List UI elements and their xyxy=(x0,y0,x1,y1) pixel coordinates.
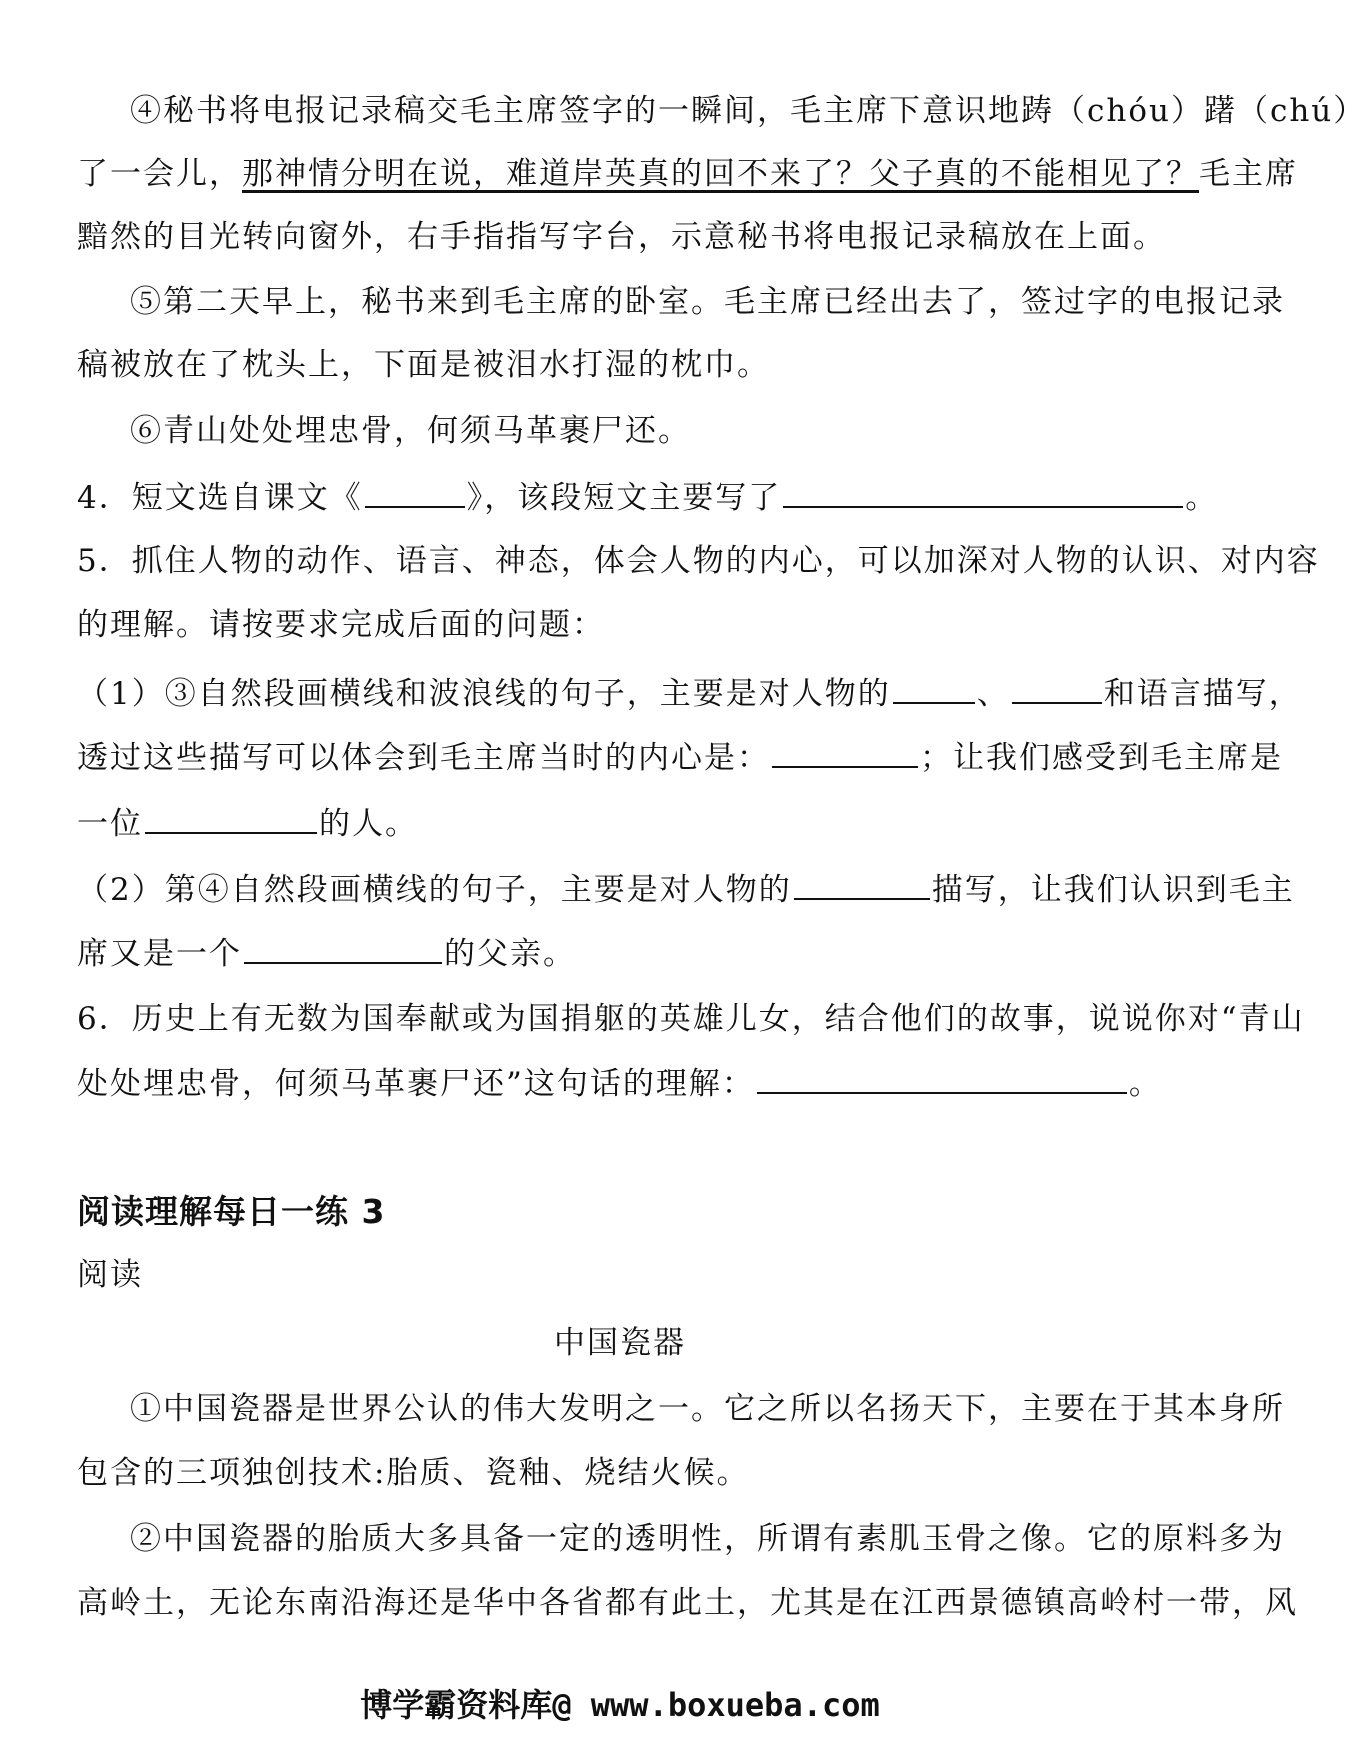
watermark-footer: 博学霸资料库@ www.boxueba.com xyxy=(360,1686,880,1724)
answer-blank[interactable] xyxy=(757,1062,1127,1094)
text: 毛主席 xyxy=(1199,156,1298,192)
question-6-line-1 xyxy=(77,998,1305,1040)
answer-blank[interactable] xyxy=(772,736,918,768)
question-5-2-line-2 xyxy=(77,932,1167,974)
paragraph-4-line-3 xyxy=(77,216,1167,258)
text: 6．历史上有无数为国奉献或为国捐躯的英雄儿女，结合他们的故事，说说你对“青山 xyxy=(77,1001,1305,1037)
text: ；让我们感受到毛主席是 xyxy=(920,740,1283,776)
text: 处处埋忠骨，何须马革裹尸还”这句话的理解： xyxy=(77,1066,755,1102)
paragraph-5-line-2 xyxy=(77,344,1167,386)
reading-label xyxy=(77,1254,1167,1296)
text: 包含的三项独创技术:胎质、瓷釉、烧结火候。 xyxy=(77,1455,750,1491)
question-4 xyxy=(77,476,1219,518)
text: 一位 xyxy=(77,806,143,842)
text: 的人。 xyxy=(319,806,418,842)
text: 高岭土，无论东南沿海还是华中各省都有此土，尤其是在江西景德镇高岭村一带，风 xyxy=(77,1585,1298,1621)
text: （1）③自然段画横线和波浪线的句子，主要是对人物的 xyxy=(77,676,891,712)
answer-blank[interactable] xyxy=(145,802,317,834)
answer-blank[interactable] xyxy=(794,868,930,900)
answer-blank[interactable] xyxy=(1012,672,1102,704)
paragraph-6 xyxy=(130,410,1170,452)
text: ⑥青山处处埋忠骨，何须马革裹尸还。 xyxy=(130,413,691,449)
text: 。 xyxy=(1185,480,1219,516)
answer-blank[interactable] xyxy=(783,476,1183,508)
answer-blank[interactable] xyxy=(893,672,975,704)
question-5-1-line-2 xyxy=(77,736,1283,778)
question-5-1-line-3 xyxy=(77,802,1167,844)
text: 黯然的目光转向窗外，右手指指写字台，示意秘书将电报记录稿放在上面。 xyxy=(77,219,1166,255)
article-paragraph-1-line-1 xyxy=(130,1388,1285,1430)
text: 5．抓住人物的动作、语言、神态，体会人物的内心，可以加深对人物的认识、对内容 xyxy=(77,543,1320,579)
text: 。 xyxy=(1128,1066,1162,1102)
text: （2）第④自然段画横线的句子，主要是对人物的 xyxy=(77,872,792,908)
paragraph-4-line-1 xyxy=(130,90,1366,132)
article-paragraph-2-line-1 xyxy=(130,1518,1285,1560)
text: ⑤第二天早上，秘书来到毛主席的卧室。毛主席已经出去了，签过字的电报记录 xyxy=(130,284,1285,320)
paragraph-5-line-1 xyxy=(130,281,1285,323)
question-5-1-line-1 xyxy=(77,672,1302,714)
question-5-line-2 xyxy=(77,604,1167,646)
text: ②中国瓷器的胎质大多具备一定的透明性，所谓有素肌玉骨之像。它的原料多为 xyxy=(130,1521,1285,1557)
text: 》，该段短文主要写了 xyxy=(466,480,782,516)
text: 稿被放在了枕头上，下面是被泪水打湿的枕巾。 xyxy=(77,347,770,383)
article-title: 中国瓷器 xyxy=(554,1325,686,1361)
article-paragraph-1-line-2 xyxy=(77,1452,1167,1494)
text: 了一会儿， xyxy=(77,156,242,192)
underlined-sentence: 那神情分明在说，难道岸英真的回不来了？父子真的不能相见了？ xyxy=(242,156,1199,192)
question-5-2-line-1 xyxy=(77,868,1295,910)
text: 透过这些描写可以体会到毛主席当时的内心是： xyxy=(77,740,770,776)
text: 席又是一个 xyxy=(77,936,242,972)
text: 、 xyxy=(976,676,1010,712)
answer-blank[interactable] xyxy=(365,476,465,508)
answer-blank[interactable] xyxy=(244,932,442,964)
text: 的理解。请按要求完成后面的问题： xyxy=(77,607,605,643)
text: ①中国瓷器是世界公认的伟大发明之一。它之所以名扬天下，主要在于其本身所 xyxy=(130,1391,1285,1427)
article-paragraph-2-line-2 xyxy=(77,1582,1298,1624)
text: 的父亲。 xyxy=(444,936,576,972)
text: 和语言描写， xyxy=(1103,676,1302,712)
text: 描写，让我们认识到毛主 xyxy=(931,872,1295,908)
text: ④秘书将电报记录稿交毛主席签字的一瞬间，毛主席下意识地踌（chóu）躇（chú） xyxy=(130,93,1366,129)
question-5-line-1 xyxy=(77,540,1320,582)
text: 阅读 xyxy=(77,1257,143,1293)
section-heading: 阅读理解每日一练 3 xyxy=(77,1192,386,1231)
question-6-line-2 xyxy=(77,1062,1167,1104)
paragraph-4-line-2 xyxy=(77,153,1298,195)
text: 4．短文选自课文《 xyxy=(77,480,363,516)
